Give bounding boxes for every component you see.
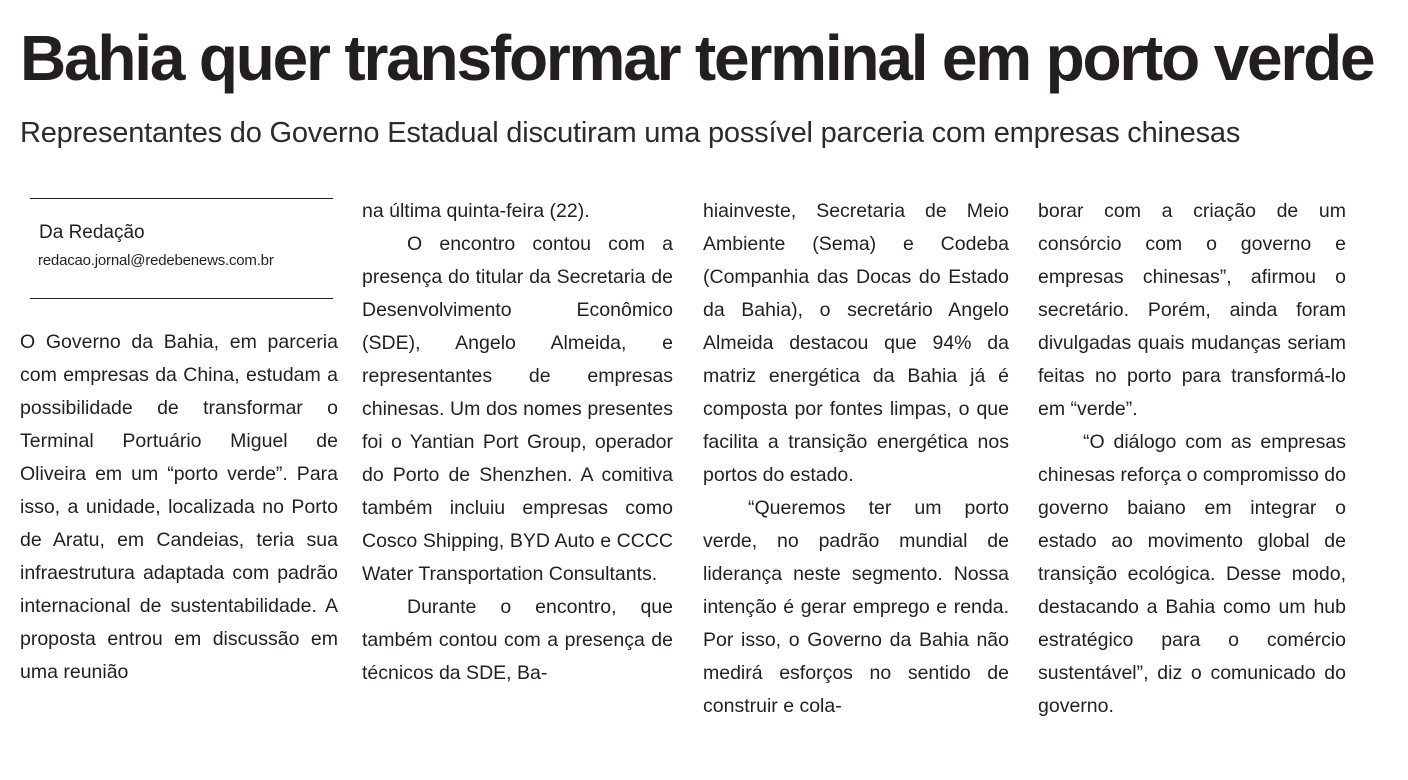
article-column-4 — [1038, 195, 1346, 723]
article-paragraph: borar com a criação de um consórcio com o governo e empresas chinesas”, afirmou o secretário. Porém, ainda foram divulgadas quais mudanças seriam feitas no porto para transformá-lo em “verde”. — [1038, 200, 1346, 420]
article-paragraph: na última quinta-feira (22). — [362, 200, 590, 222]
byline-author: Da Redação — [39, 222, 145, 243]
article-paragraph: O Governo da Bahia, em parceria com empresas da China, estudam a possibilidade de transformar o Terminal Portuário Miguel de Oliveira em um “porto verde”. Para isso, a unidade, localizada no Porto de Aratu, em Candeias, teria sua infraestrutura adaptada com padrão internacional de sustentabilidade. A proposta entrou em discussão em uma reunião — [20, 331, 338, 683]
article-paragraph: hiainveste, Secretaria de Meio Ambiente (Sema) e Codeba (Companhia das Docas do Estado da Bahia), o secretário Angelo Almeida destacou que 94% da matriz energética da Bahia já é composta por fontes limpas, o que facilita a transição energética nos portos do estado. — [703, 200, 1009, 486]
subheadline: Representantes do Governo Estadual discutiram uma possível parceria com empresas chinesas — [20, 117, 1241, 149]
article-column-3 — [703, 195, 1009, 723]
article-paragraph: “Queremos ter um porto verde, no padrão mundial de liderança neste segmento. Nossa intenção é gerar emprego e renda. Por isso, o Governo da Bahia não medirá esforços no sentido de construir e cola- — [703, 497, 1009, 717]
article-paragraph: “O diálogo com as empresas chinesas reforça o compromisso do governo baiano em integrar o estado ao movimento global de transição ecológica. Desse modo, destacando a Bahia como um hub estratégico para o comércio sustentável”, diz o comunicado do governo. — [1038, 431, 1346, 717]
byline-box — [30, 198, 333, 299]
headline: Bahia quer transformar terminal em porto verde — [20, 22, 1374, 94]
byline-email: redacao.jornal@redebenews.com.br — [38, 252, 274, 269]
article-column-1 — [20, 326, 338, 689]
article-paragraph: Durante o encontro, que também contou com a presença de técnicos da SDE, Ba- — [362, 596, 673, 684]
article-paragraph: O encontro contou com a presença do titular da Secretaria de Desenvolvimento Econômico (SDE), Angelo Almeida, e representantes de empresas chinesas. Um dos nomes presentes foi o Yantian Port Group, operador do Porto de Shenzhen. A comitiva também incluiu empresas como Cosco Shipping, BYD Auto e CCCC Water Transportation Consultants. — [362, 233, 673, 585]
article-column-2 — [362, 195, 673, 690]
